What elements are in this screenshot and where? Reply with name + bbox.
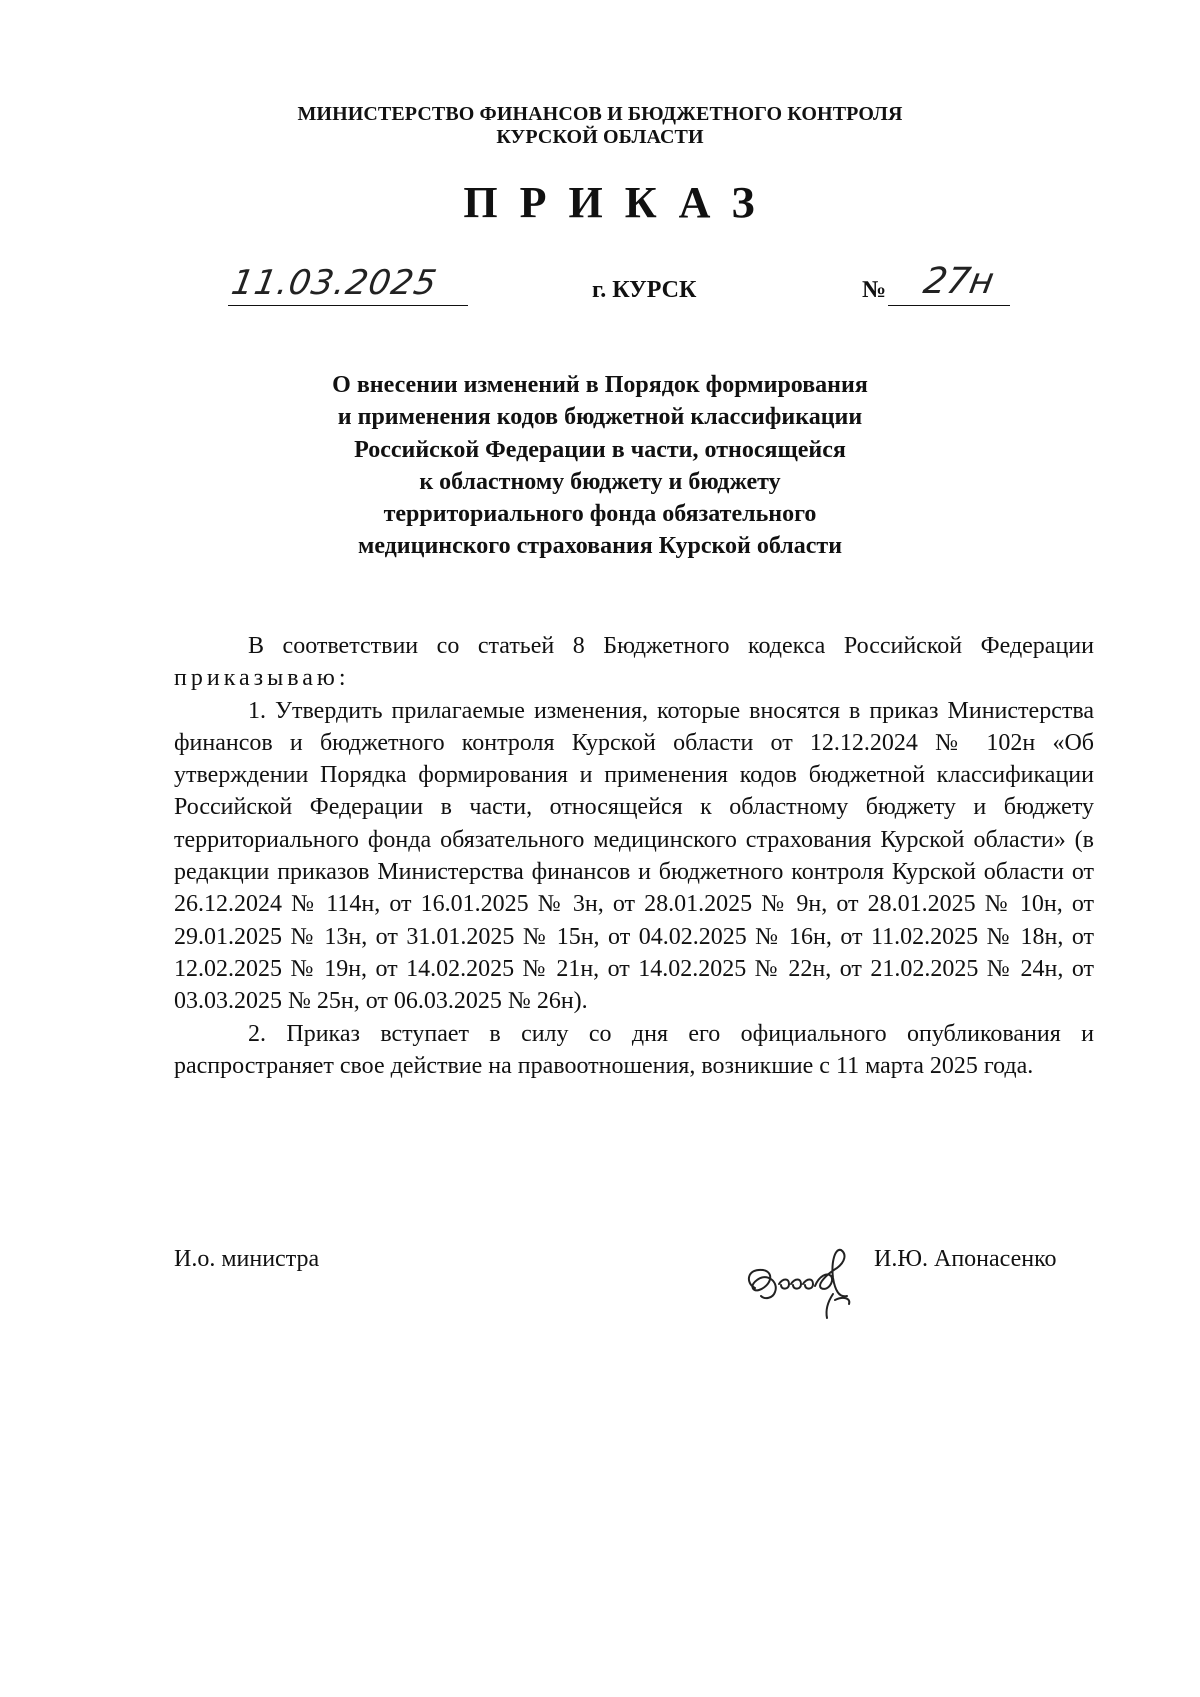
ministry-line-2: КУРСКОЙ ОБЛАСТИ	[496, 126, 704, 148]
signatory-name: И.Ю. Апонасенко	[874, 1246, 1057, 1272]
handwritten-signature	[735, 1228, 865, 1328]
item-1-paragraph: 1. Утвердить прилагаемые изменения, которые вносятся в приказ Министерства финансов и бюджетного контроля Курской области от 12.12.2024 № 102н «Об утверждении Порядка формирования и применения кодов бюджетной классификации Российской Федерации в части, относящейся к областному бюджету и бюджету территориального фонда обязательного медицинского страхования Курской области» (в редакции приказов Министерства финансов и бюджетного контроля Курской области от 26.12.2024 № 114н, от 16.01.2025 № 3н, от 28.01.2025 № 9н, от 28.01.2025 № 10н, от 29.01.2025 № 13н, от 31.01.2025 № 15н, от 04.02.2025 № 16н, от 11.02.2025 № 18н, от 12.02.2025 № 19н, от 14.02.2025 № 21н, от 14.02.2025 № 22н, от 21.02.2025 № 24н, от 03.03.2025 № 25н, от 06.03.2025 № 26н).	[174, 697, 1094, 1015]
preamble-text: В соответствии со статьей 8 Бюджетного кодекса Российской Федерации	[248, 633, 1094, 659]
ministry-header	[0, 103, 1200, 149]
order-subject	[0, 369, 1200, 563]
order-title: ПРИКАЗ	[463, 178, 777, 227]
preamble-paragraph	[174, 630, 1094, 695]
subject-line: и применения кодов бюджетной классификации	[337, 404, 863, 431]
signatory-role: И.о. министра	[174, 1246, 320, 1272]
subject-line: медицинского страхования Курской области	[357, 533, 843, 560]
subject-line: к областному бюджету и бюджету	[419, 468, 781, 495]
order-number-field	[888, 263, 1010, 306]
handwritten-number: 27н	[920, 261, 997, 302]
handwritten-date: 11.03.2025	[228, 263, 441, 303]
number-sign: №	[862, 277, 887, 303]
preamble-colon: :	[338, 665, 346, 692]
ministry-line-1: МИНИСТЕРСТВО ФИНАНСОВ И БЮДЖЕТНОГО КОНТРОЛЯ	[297, 103, 903, 125]
date-field	[228, 263, 468, 306]
decree-word: приказываю	[174, 665, 339, 692]
subject-line: О внесении изменений в Порядок формирования	[332, 372, 868, 398]
item-2-paragraph: 2. Приказ вступает в силу со дня его официального опубликования и распространяет свое действие на правоотношения, возникшие с 11 марта 2025 года.	[174, 1020, 1094, 1079]
order-body	[174, 630, 1094, 1082]
city-label: г. КУРСК	[592, 277, 697, 303]
subject-line: территориального фонда обязательного	[383, 501, 817, 528]
subject-line: Российской Федерации в части, относящейся	[354, 436, 846, 463]
